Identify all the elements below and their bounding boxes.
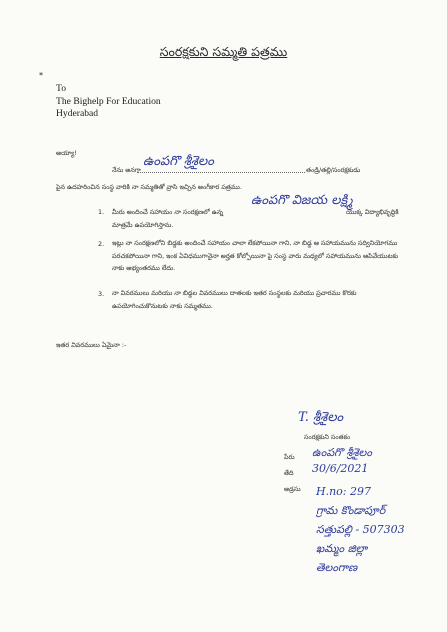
address-line: సత్తుపల్లి - 507303 xyxy=(316,523,405,536)
intro-prefix: నేను అనగా xyxy=(112,166,141,174)
point-1-line-2: మాత్రమే ఉపయోగిస్తాను. xyxy=(112,221,174,229)
other-details-label: ఇతర వివరములు ఏమైనా :- xyxy=(56,341,127,349)
footer-name-value: ఉంపగొ శ్రీశైలం xyxy=(312,446,372,459)
salutation: అయ్యా! xyxy=(56,149,77,157)
guardian-name-handwritten: ఉంపగొ శ్రీశైలం xyxy=(143,154,214,169)
point-1-trail: యొక్క విద్యాభివృద్ధికి xyxy=(346,208,399,216)
child-name-field xyxy=(251,193,353,209)
recipient-block xyxy=(56,83,161,121)
point-2-number: 2. xyxy=(98,240,105,248)
point-3-text: నా వివరములు మరియు నా బిడ్డల వివరములు దాతలకు ఇతర సంస్థలకు మరియు ప్రచారము కొరకు ఉపయోగించుకొనుటకు నాకు సమ్మతము. xyxy=(112,289,357,310)
point-1-number: 1. xyxy=(98,208,105,216)
guardian-signature: T. శ్రీశైలం xyxy=(298,410,344,425)
footer-name-label: పేరు xyxy=(284,453,295,461)
relation-label: తండ్రి/తల్లి/సంరక్షకుడు xyxy=(306,166,361,174)
address-line: ఖమ్మం జిల్లా xyxy=(316,542,368,555)
footer-date-label: తేది xyxy=(284,469,294,477)
intro-line-2: పైన ఉదహరించిన సంస్థ వారికి నా సమ్మతితో వ్రాసి ఇచ్చిన అంగీకార పత్రము. xyxy=(56,183,242,191)
child-name-handwritten: ఉంపగొ విజయ లక్ష్మి xyxy=(251,193,353,208)
address-line: H.no: 297 xyxy=(316,485,371,498)
signature-caption: సంరక్షకుని సంతకం xyxy=(304,433,351,441)
guardian-name-field xyxy=(137,154,305,173)
recipient-org: The Bighelp For Education xyxy=(56,95,161,107)
star-mark: * xyxy=(39,71,43,80)
point-2-text: ఇట్లు నా సంరక్షణలోని బిడ్డకు అందించే సహాయం చాలా లేకపోయినా గాని, నా బిడ్డ ఆ సహాయమును సద్వినియోగము పరచకపోయినా గాని, ఇంక ఏవిధముగానైనా అర్హత కోల్పోయినా పై సంస్థ వారు మధ్యలో సహాయమును ఆపివేయుటకు నాకు అభ్యంతరము లేదు. xyxy=(112,239,399,272)
point-3-number: 3. xyxy=(98,290,105,298)
address-line: తెలంగాణ xyxy=(316,561,358,574)
point-1-lead: మీరు అందించే సహాయం నా సంరక్షణలో ఉన్న xyxy=(112,208,224,216)
footer-address xyxy=(316,482,405,577)
recipient-city: Hyderabad xyxy=(56,108,99,119)
address-line: గ్రామ కొండాపూర్ xyxy=(316,504,386,517)
footer-address-label: అడ్రసు xyxy=(284,485,301,493)
recipient-to: To xyxy=(56,83,66,94)
footer-date-value: 30/6/2021 xyxy=(312,462,369,475)
document-title: సంరక్షకుని సమ్మతి పత్రము xyxy=(159,44,288,59)
